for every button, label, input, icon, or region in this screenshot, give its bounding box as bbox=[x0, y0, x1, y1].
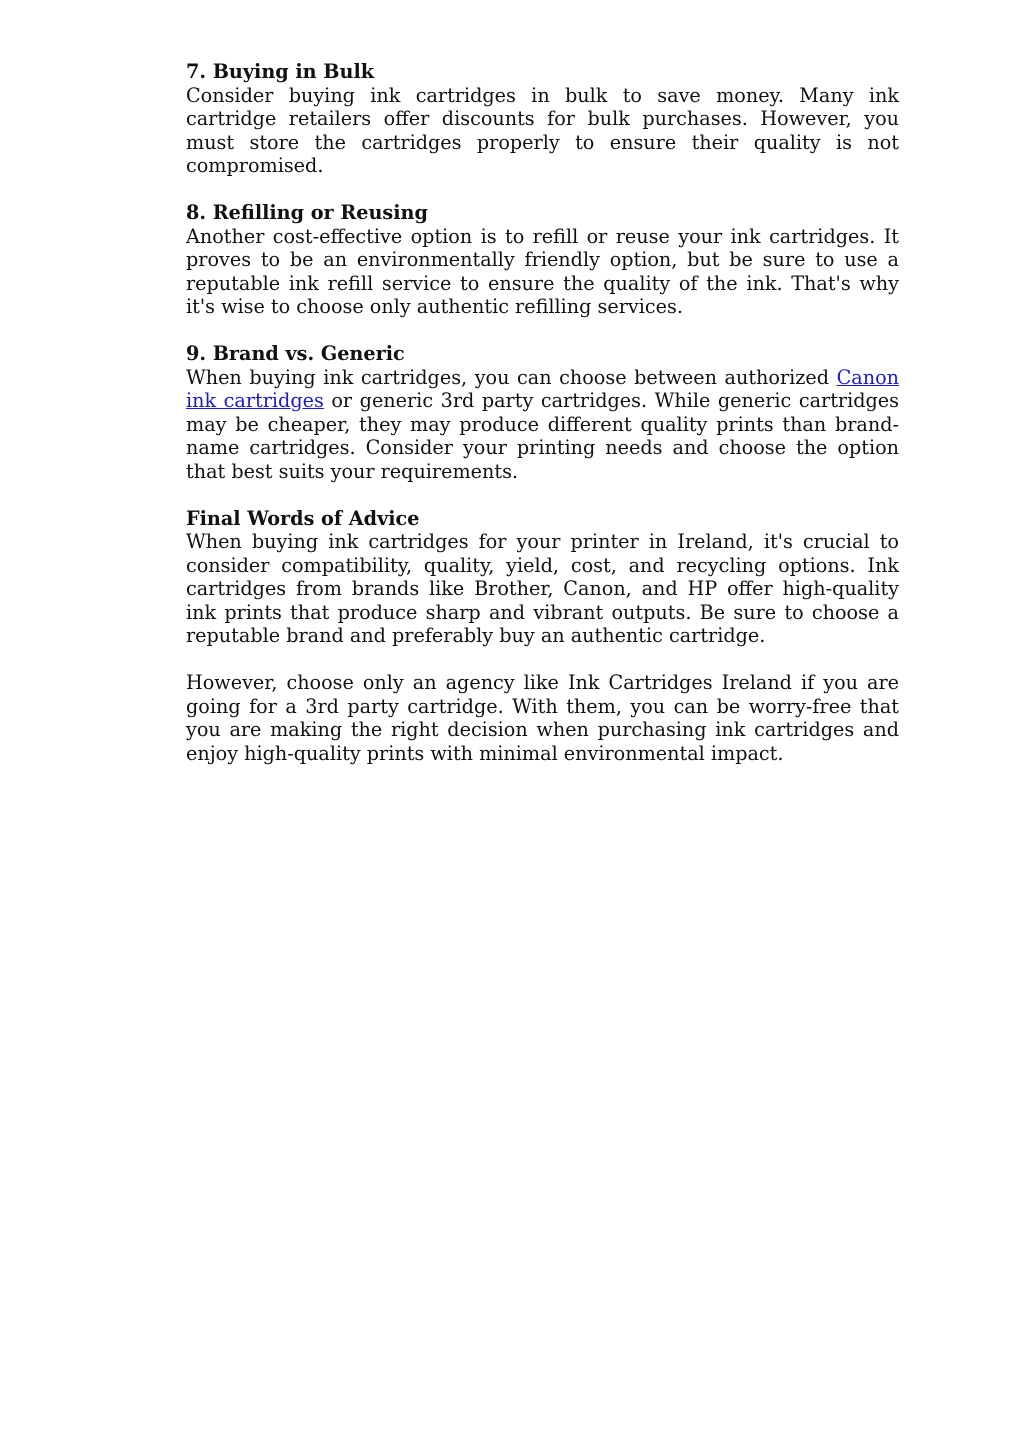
section-paragraph: Consider buying ink cartridges in bulk to save money. Many ink cartridge retailers offer discounts for bulk purchases. However, you must store the cartridges properly to ensure their quality is not compromised. bbox=[186, 83, 899, 177]
paragraph-text: or generic 3rd party cartridges. While generic cartridges may be cheaper, they may produce different quality prints than brand-name cartridges. Consider your printing needs and choose the option that best suits your requirements. bbox=[186, 389, 899, 483]
section-paragraph: When buying ink cartridges for your printer in Ireland, it's crucial to consider compatibility, quality, yield, cost, and recycling options. Ink cartridges from brands like Brother, Canon, and HP offer high-quality ink prints that produce sharp and vibrant outputs. Be sure to choose a reputable brand and preferably buy an authentic cartridge. bbox=[186, 530, 899, 647]
section-final-words-of-advice bbox=[186, 507, 899, 648]
section-paragraph: However, choose only an agency like Ink Cartridges Ireland if you are going for a 3rd party cartridge. With them, you can be worry-free that you are making the right decision when purchasing ink cartridges and enjoy high-quality prints with minimal environmental impact. bbox=[186, 671, 899, 765]
section-heading: 7. Buying in Bulk bbox=[186, 60, 375, 83]
section-paragraph bbox=[186, 366, 899, 484]
section-heading: 9. Brand vs. Generic bbox=[186, 342, 405, 365]
section-paragraph: Another cost-effective option is to refill or reuse your ink cartridges. It proves to be an environmentally friendly option, but be sure to use a reputable ink refill service to ensure the quality of the ink. That's why it's wise to choose only authentic refilling services. bbox=[186, 224, 899, 318]
canon-ink-cartridges-link[interactable]: Canon ink cartridges bbox=[186, 365, 899, 412]
document-page bbox=[186, 60, 899, 789]
section-buying-in-bulk bbox=[186, 60, 899, 178]
section-heading: 8. Refilling or Reusing bbox=[186, 201, 428, 224]
paragraph-text: When buying ink cartridges, you can choose between authorized bbox=[186, 365, 837, 389]
section-heading: Final Words of Advice bbox=[186, 506, 420, 530]
section-closing bbox=[186, 671, 899, 765]
section-brand-vs-generic bbox=[186, 342, 899, 483]
section-refilling-or-reusing bbox=[186, 201, 899, 319]
